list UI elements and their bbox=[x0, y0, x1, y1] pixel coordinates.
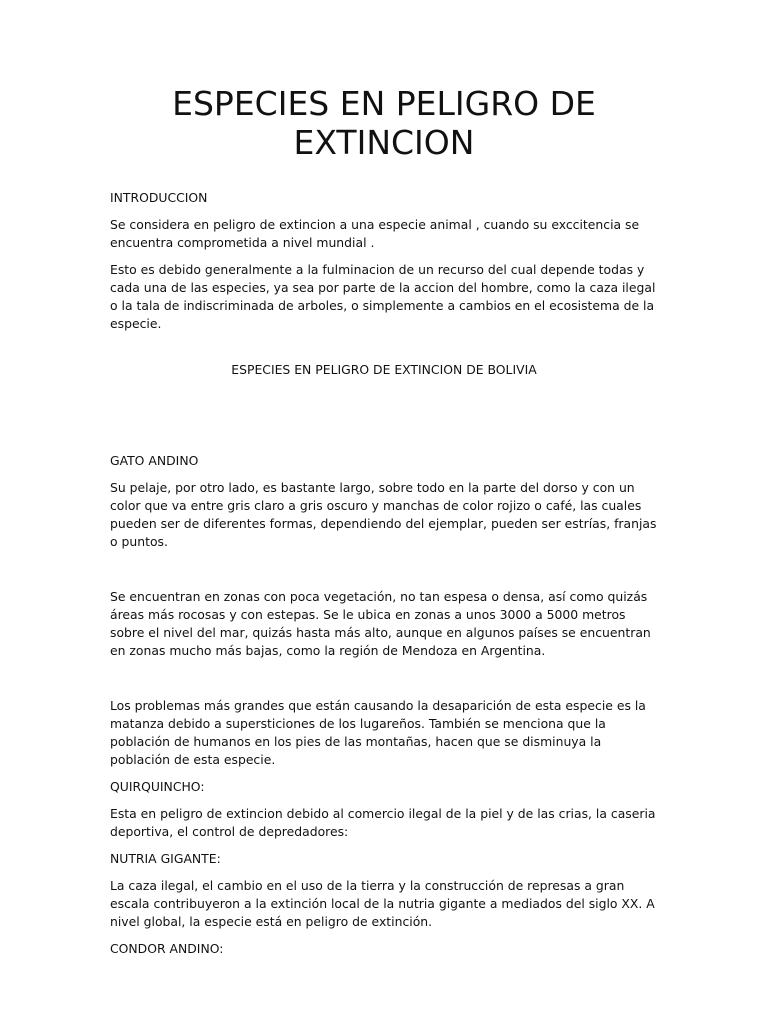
paragraph-gato-habitat: Se encuentran en zonas con poca vegetación, no tan espesa o densa, así como quizás áreas más rocosas y con estepas. Se le ubica en zonas a unos 3000 a 5000 metros sobre el nivel del mar, quizás hasta más alto, aunque en algunos países se encuentran en zonas mucho más bajas, como la región de Mendoza en Argentina. bbox=[110, 589, 651, 658]
species-heading-quirquincho: QUIRQUINCHO: bbox=[110, 779, 205, 794]
paragraph-nutria-gigante: La caza ilegal, el cambio en el uso de la tierra y la construcción de represas a gran escala contribuyeron a la extinción local de la nutria gigante a mediados del siglo XX. A nivel global, la especie está en peligro de extinción. bbox=[110, 878, 655, 929]
paragraph-definition: Se considera en peligro de extincion a una especie animal , cuando su exccitencia se encuentra comprometida a nivel mundial . bbox=[110, 217, 640, 250]
document-title: ESPECIES EN PELIGRO DE EXTINCION bbox=[172, 84, 596, 162]
paragraph-quirquincho: Esta en peligro de extincion debido al comercio ilegal de la piel y de las crias, la caseria deportiva, el control de depredadores: bbox=[110, 806, 656, 839]
species-heading-gato-andino: GATO ANDINO bbox=[110, 453, 199, 468]
paragraph-causes: Esto es debido generalmente a la fulminacion de un recurso del cual depende todas y cada una de las especies, ya sea por parte de la accion del hombre, como la caza ilegal o la tala de indiscriminada de arboles, o simplemente a cambios en el ecosistema de la especie. bbox=[110, 262, 656, 331]
section-heading-bolivia: ESPECIES EN PELIGRO DE EXTINCION DE BOLIVIA bbox=[231, 362, 537, 377]
species-heading-condor-andino: CONDOR ANDINO: bbox=[110, 941, 224, 956]
species-heading-nutria-gigante: NUTRIA GIGANTE: bbox=[110, 851, 221, 866]
paragraph-gato-pelaje: Su pelaje, por otro lado, es bastante largo, sobre todo en la parte del dorso y con un color que va entre gris claro a gris oscuro y manchas de color rojizo o café, las cuales pueden ser de diferentes formas, dependiendo del ejemplar, pueden ser estrías, franjas o puntos. bbox=[110, 480, 657, 549]
section-heading-introduccion: INTRODUCCION bbox=[110, 190, 208, 205]
paragraph-gato-problemas: Los problemas más grandes que están causando la desaparición de esta especie es la matanza debido a supersticiones de los lugareños. También se menciona que la población de humanos en los pies de las montañas, hacen que se disminuya la población de esta especie. bbox=[110, 698, 646, 767]
document-body bbox=[110, 84, 658, 967]
